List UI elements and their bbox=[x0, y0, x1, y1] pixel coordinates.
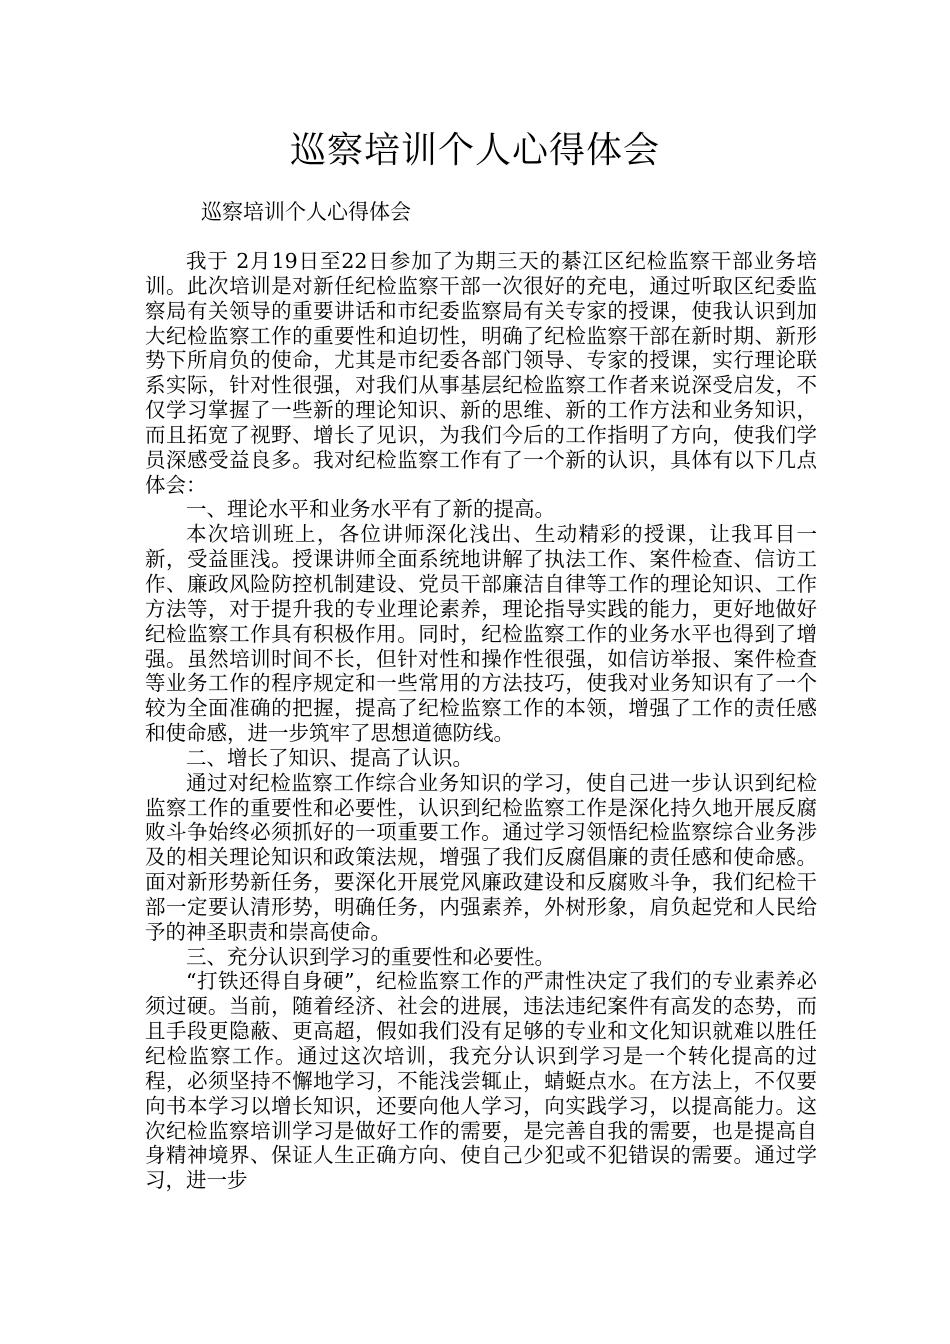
body-paragraph: 我于 2月19日至22日参加了为期三天的綦江区纪检监察干部业务培训。此次培训是对新任纪检监察干部一次很好的充电，通过听取区纪委监察局有关领导的重要讲话和市纪委监察局有关专家的授课，使我认识到加大纪检监察工作的重要性和迫切性，明确了纪检监察干部在新时期、新形势下所肩负的使命，尤其是市纪委各部门领导、专家的授课，实行理论联系实际，针对性很强，对我们从事基层纪检监察工作者来说深受启发，不仅学习掌握了一些新的理论知识、新的思维、新的工作方法和业务知识，而且拓宽了视野、增长了见识，为我们今后的工作指明了方向，使我们学员深感受益良多。我对纪检监察工作有了一个新的认识，具体有以下几点体会： bbox=[145, 249, 817, 497]
document-subtitle: 巡察培训个人心得体会 bbox=[201, 200, 411, 224]
document-body bbox=[145, 249, 817, 1193]
section-heading: 二、增长了知识、提高了认识。 bbox=[186, 745, 473, 770]
section-heading: 一、理论水平和业务水平有了新的提高。 bbox=[186, 497, 555, 522]
body-paragraph: 本次培训班上，各位讲师深化浅出、生动精彩的授课，让我耳目一新，受益匪浅。授课讲师全面系统地讲解了执法工作、案件检查、信访工作、廉政风险防控机制建设、党员干部廉洁自律等工作的理论知识、工作方法等，对于提升我的专业理论素养，理论指导实践的能力，更好地做好纪检监察工作具有积极作用。同时，纪检监察工作的业务水平也得到了增强。虽然培训时间不长，但针对性和操作性很强，如信访举报、案件检查等业务工作的程序规定和一些常用的方法技巧，使我对业务知识有了一个较为全面准确的把握，提高了纪检监察工作的本领，增强了工作的责任感和使命感，进一步筑牢了思想道德防线。 bbox=[145, 522, 817, 746]
body-paragraph: “打铁还得自身硬”，纪检监察工作的严肃性决定了我们的专业素养必须过硬。当前，随着经济、社会的进展，违法违纪案件有高发的态势，而且手段更隐蔽、更高超，假如我们没有足够的专业和文化知识就难以胜任纪检监察工作。通过这次培训，我充分认识到学习是一个转化提高的过程，必须坚持不懈地学习，不能浅尝辄止，蜻蜓点水。在方法上，不仅要向书本学习以增长知识，还要向他人学习，向实践学习，以提高能力。这次纪检监察培训学习是做好工作的需要，是完善自我的需要，也是提高自身精神境界、保证人生正确方向、使自己少犯或不犯错误的需要。通过学习，进一步 bbox=[145, 969, 817, 1193]
body-paragraph: 通过对纪检监察工作综合业务知识的学习，使自己进一步认识到纪检监察工作的重要性和必要性，认识到纪检监察工作是深化持久地开展反腐败斗争始终必须抓好的一项重要工作。通过学习领悟纪检监察综合业务涉及的相关理论知识和政策法规，增强了我们反腐倡廉的责任感和使命感。面对新形势新任务，要深化开展党风廉政建设和反腐败斗争，我们纪检干部一定要认清形势，明确任务，内强素养，外树形象，肩负起党和人民给予的神圣职责和崇高使命。 bbox=[145, 770, 817, 944]
section-heading: 三、充分认识到学习的重要性和必要性。 bbox=[186, 944, 555, 969]
page-title: 巡察培训个人心得体会 bbox=[289, 130, 660, 171]
